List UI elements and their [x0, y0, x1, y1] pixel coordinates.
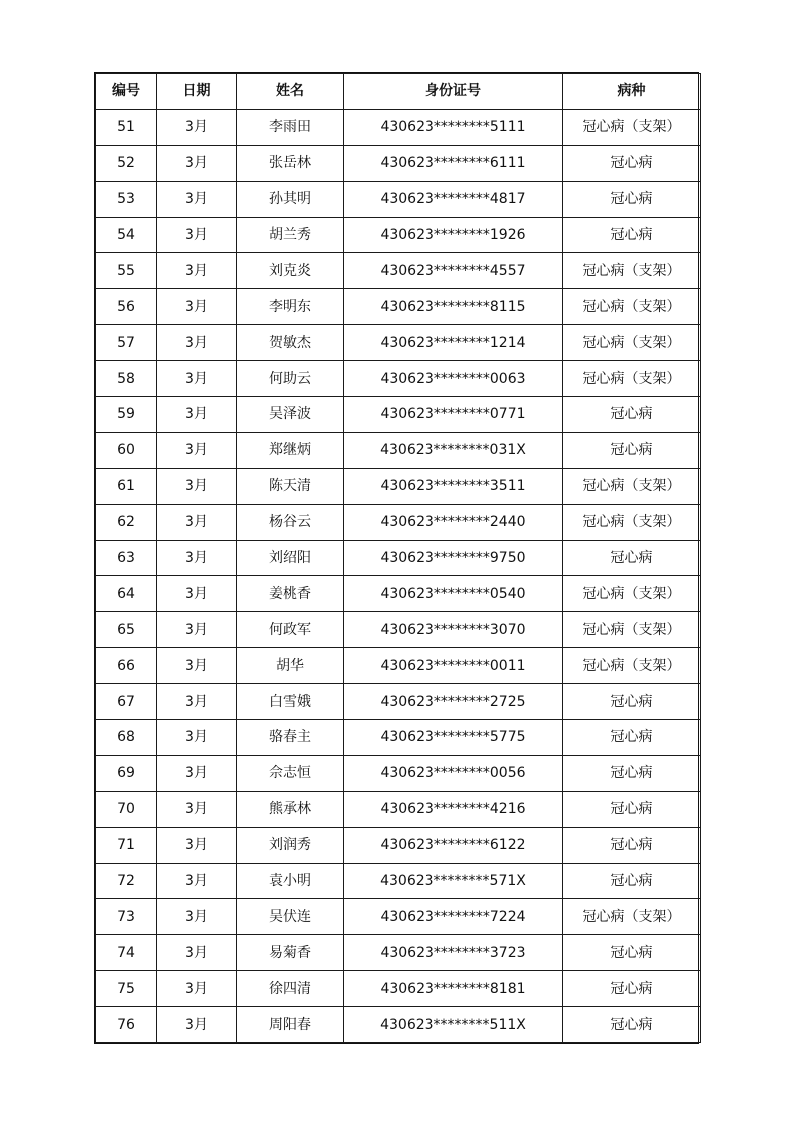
patient-table-frame	[94, 72, 699, 1044]
cell-name: 熊承林	[237, 791, 344, 827]
cell-id-number: 430623********0063	[344, 361, 563, 397]
table-row	[96, 971, 701, 1007]
cell-number: 56	[96, 289, 157, 325]
cell-date: 3月	[157, 217, 237, 253]
cell-name: 贺敏杰	[237, 325, 344, 361]
cell-date: 3月	[157, 648, 237, 684]
cell-disease: 冠心病（支架）	[563, 612, 701, 648]
cell-number: 59	[96, 397, 157, 433]
cell-name: 陈天清	[237, 468, 344, 504]
cell-id-number: 430623********5111	[344, 109, 563, 145]
cell-name: 郑继炳	[237, 432, 344, 468]
cell-disease: 冠心病	[563, 145, 701, 181]
table-row	[96, 289, 701, 325]
cell-number: 54	[96, 217, 157, 253]
cell-date: 3月	[157, 540, 237, 576]
cell-id-number: 430623********571X	[344, 863, 563, 899]
cell-date: 3月	[157, 755, 237, 791]
cell-id-number: 430623********0011	[344, 648, 563, 684]
cell-name: 刘绍阳	[237, 540, 344, 576]
document-page	[94, 72, 699, 1044]
cell-date: 3月	[157, 468, 237, 504]
cell-number: 72	[96, 863, 157, 899]
cell-id-number: 430623********9750	[344, 540, 563, 576]
cell-id-number: 430623********2440	[344, 504, 563, 540]
cell-number: 76	[96, 1007, 157, 1043]
cell-number: 51	[96, 109, 157, 145]
cell-name: 胡兰秀	[237, 217, 344, 253]
cell-date: 3月	[157, 1007, 237, 1043]
cell-disease: 冠心病	[563, 863, 701, 899]
cell-disease: 冠心病	[563, 971, 701, 1007]
cell-disease: 冠心病	[563, 755, 701, 791]
cell-number: 65	[96, 612, 157, 648]
cell-id-number: 430623********0056	[344, 755, 563, 791]
cell-name: 孙其明	[237, 181, 344, 217]
cell-number: 53	[96, 181, 157, 217]
cell-date: 3月	[157, 720, 237, 756]
cell-date: 3月	[157, 684, 237, 720]
cell-date: 3月	[157, 145, 237, 181]
header-row	[96, 74, 701, 110]
cell-date: 3月	[157, 827, 237, 863]
table-row	[96, 253, 701, 289]
cell-name: 骆春主	[237, 720, 344, 756]
table-row	[96, 217, 701, 253]
cell-disease: 冠心病（支架）	[563, 468, 701, 504]
header-cell-name: 姓名	[237, 74, 344, 110]
table-row	[96, 935, 701, 971]
cell-id-number: 430623********3511	[344, 468, 563, 504]
cell-id-number: 430623********4216	[344, 791, 563, 827]
cell-name: 刘克炎	[237, 253, 344, 289]
table-row	[96, 827, 701, 863]
table-header	[96, 74, 701, 110]
table-body	[96, 109, 701, 1042]
cell-id-number: 430623********031X	[344, 432, 563, 468]
table-row	[96, 899, 701, 935]
table-row	[96, 755, 701, 791]
cell-date: 3月	[157, 432, 237, 468]
cell-date: 3月	[157, 397, 237, 433]
cell-id-number: 430623********8115	[344, 289, 563, 325]
cell-disease: 冠心病	[563, 540, 701, 576]
cell-disease: 冠心病	[563, 791, 701, 827]
cell-name: 吴泽波	[237, 397, 344, 433]
cell-disease: 冠心病	[563, 1007, 701, 1043]
cell-disease: 冠心病（支架）	[563, 648, 701, 684]
table-row	[96, 1007, 701, 1043]
cell-number: 63	[96, 540, 157, 576]
table-row	[96, 504, 701, 540]
cell-date: 3月	[157, 361, 237, 397]
header-cell-date: 日期	[157, 74, 237, 110]
cell-name: 李雨田	[237, 109, 344, 145]
cell-date: 3月	[157, 612, 237, 648]
cell-name: 姜桃香	[237, 576, 344, 612]
cell-id-number: 430623********8181	[344, 971, 563, 1007]
cell-name: 杨谷云	[237, 504, 344, 540]
cell-disease: 冠心病	[563, 217, 701, 253]
cell-number: 58	[96, 361, 157, 397]
cell-number: 60	[96, 432, 157, 468]
cell-name: 佘志恒	[237, 755, 344, 791]
cell-number: 55	[96, 253, 157, 289]
cell-number: 73	[96, 899, 157, 935]
cell-number: 57	[96, 325, 157, 361]
cell-id-number: 430623********3723	[344, 935, 563, 971]
cell-number: 62	[96, 504, 157, 540]
patient-table	[95, 73, 701, 1043]
cell-id-number: 430623********7224	[344, 899, 563, 935]
cell-name: 何助云	[237, 361, 344, 397]
cell-name: 易菊香	[237, 935, 344, 971]
cell-disease: 冠心病（支架）	[563, 899, 701, 935]
cell-name: 白雪娥	[237, 684, 344, 720]
cell-id-number: 430623********6122	[344, 827, 563, 863]
cell-date: 3月	[157, 504, 237, 540]
cell-id-number: 430623********3070	[344, 612, 563, 648]
table-row	[96, 863, 701, 899]
cell-number: 70	[96, 791, 157, 827]
cell-id-number: 430623********4817	[344, 181, 563, 217]
cell-disease: 冠心病（支架）	[563, 576, 701, 612]
cell-number: 71	[96, 827, 157, 863]
table-row	[96, 432, 701, 468]
cell-disease: 冠心病	[563, 397, 701, 433]
cell-disease: 冠心病	[563, 827, 701, 863]
cell-disease: 冠心病	[563, 720, 701, 756]
cell-id-number: 430623********1214	[344, 325, 563, 361]
table-row	[96, 325, 701, 361]
table-row	[96, 791, 701, 827]
cell-name: 胡华	[237, 648, 344, 684]
table-row	[96, 720, 701, 756]
cell-id-number: 430623********0540	[344, 576, 563, 612]
table-row	[96, 684, 701, 720]
cell-date: 3月	[157, 935, 237, 971]
cell-name: 徐四清	[237, 971, 344, 1007]
cell-name: 刘润秀	[237, 827, 344, 863]
table-row	[96, 576, 701, 612]
cell-id-number: 430623********5775	[344, 720, 563, 756]
cell-id-number: 430623********4557	[344, 253, 563, 289]
table-row	[96, 612, 701, 648]
table-row	[96, 648, 701, 684]
cell-number: 68	[96, 720, 157, 756]
cell-date: 3月	[157, 971, 237, 1007]
cell-name: 周阳春	[237, 1007, 344, 1043]
cell-id-number: 430623********6111	[344, 145, 563, 181]
cell-date: 3月	[157, 109, 237, 145]
cell-disease: 冠心病（支架）	[563, 289, 701, 325]
cell-date: 3月	[157, 181, 237, 217]
cell-date: 3月	[157, 899, 237, 935]
cell-number: 67	[96, 684, 157, 720]
cell-disease: 冠心病	[563, 181, 701, 217]
cell-disease: 冠心病	[563, 684, 701, 720]
header-cell-number: 编号	[96, 74, 157, 110]
table-row	[96, 181, 701, 217]
cell-date: 3月	[157, 576, 237, 612]
cell-date: 3月	[157, 325, 237, 361]
cell-disease: 冠心病	[563, 432, 701, 468]
table-row	[96, 397, 701, 433]
cell-number: 74	[96, 935, 157, 971]
table-row	[96, 540, 701, 576]
cell-number: 75	[96, 971, 157, 1007]
cell-number: 52	[96, 145, 157, 181]
cell-disease: 冠心病（支架）	[563, 361, 701, 397]
cell-name: 吴伏连	[237, 899, 344, 935]
table-row	[96, 361, 701, 397]
table-row	[96, 109, 701, 145]
cell-date: 3月	[157, 791, 237, 827]
cell-number: 66	[96, 648, 157, 684]
cell-id-number: 430623********511X	[344, 1007, 563, 1043]
cell-id-number: 430623********2725	[344, 684, 563, 720]
cell-number: 64	[96, 576, 157, 612]
cell-id-number: 430623********1926	[344, 217, 563, 253]
cell-name: 何政军	[237, 612, 344, 648]
cell-disease: 冠心病（支架）	[563, 504, 701, 540]
cell-date: 3月	[157, 863, 237, 899]
cell-name: 李明东	[237, 289, 344, 325]
cell-disease: 冠心病（支架）	[563, 325, 701, 361]
cell-date: 3月	[157, 253, 237, 289]
table-row	[96, 468, 701, 504]
cell-date: 3月	[157, 289, 237, 325]
cell-disease: 冠心病	[563, 935, 701, 971]
header-cell-id-number: 身份证号	[344, 74, 563, 110]
table-row	[96, 145, 701, 181]
cell-id-number: 430623********0771	[344, 397, 563, 433]
cell-number: 69	[96, 755, 157, 791]
cell-name: 袁小明	[237, 863, 344, 899]
cell-name: 张岳林	[237, 145, 344, 181]
cell-disease: 冠心病（支架）	[563, 253, 701, 289]
cell-disease: 冠心病（支架）	[563, 109, 701, 145]
cell-number: 61	[96, 468, 157, 504]
header-cell-disease: 病种	[563, 74, 701, 110]
